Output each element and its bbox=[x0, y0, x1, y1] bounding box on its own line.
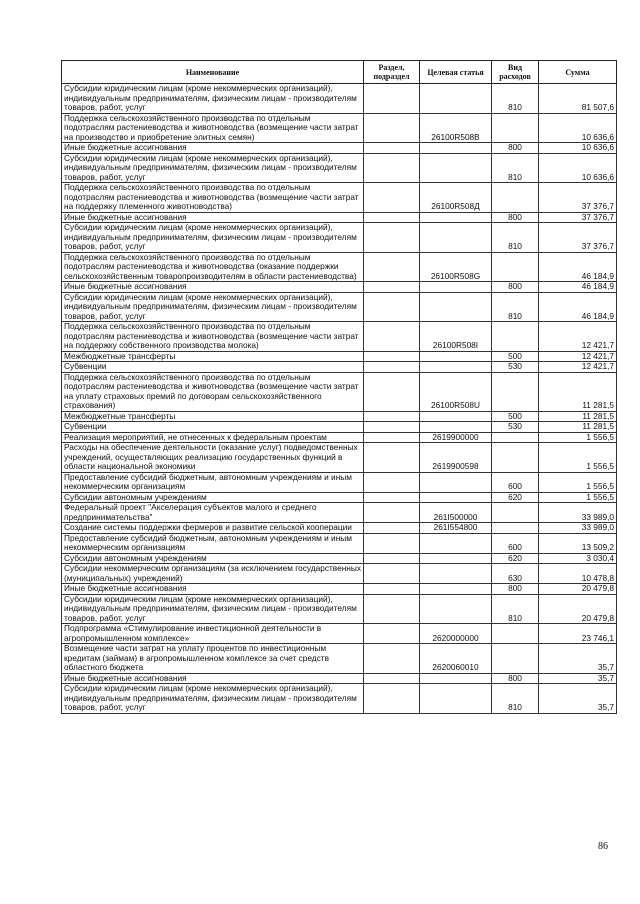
row-sum: 10 636,6 bbox=[539, 153, 617, 183]
row-expense bbox=[492, 443, 539, 473]
row-name: Предоставление субсидий бюджетным, автономным учреждениям и иным некоммерческим организациям bbox=[62, 533, 364, 553]
row-target: 26100R508U bbox=[420, 372, 492, 411]
table-row bbox=[62, 153, 617, 183]
row-section bbox=[364, 564, 420, 584]
table-row bbox=[62, 322, 617, 352]
row-target: 26100R508B bbox=[420, 113, 492, 143]
row-section bbox=[364, 432, 420, 443]
row-expense: 530 bbox=[492, 362, 539, 373]
row-name: Расходы на обеспечение деятельности (оказание услуг) подведомственных учреждений, осуществляющих реализацию государственных функций в области национальной экономики bbox=[62, 443, 364, 473]
row-name: Иные бюджетные ассигнования bbox=[62, 212, 364, 223]
row-target: 2619900000 bbox=[420, 432, 492, 443]
row-sum: 46 184,9 bbox=[539, 292, 617, 322]
row-name: Межбюджетные трансферты bbox=[62, 411, 364, 422]
row-name: Реализация мероприятий, не отнесенных к федеральным проектам bbox=[62, 432, 364, 443]
row-expense: 810 bbox=[492, 84, 539, 114]
row-name: Субсидии юридическим лицам (кроме некоммерческих организаций), индивидуальным предпринимателям, физическим лицам - производителям товаров, работ, услуг bbox=[62, 223, 364, 253]
header-name: Наименование bbox=[62, 61, 364, 84]
row-section bbox=[364, 492, 420, 503]
row-target bbox=[420, 223, 492, 253]
row-section bbox=[364, 362, 420, 373]
row-expense: 800 bbox=[492, 143, 539, 154]
row-target: 26100R508G bbox=[420, 252, 492, 282]
row-expense bbox=[492, 252, 539, 282]
row-section bbox=[364, 422, 420, 433]
row-sum: 35,7 bbox=[539, 684, 617, 714]
row-sum: 3 030,4 bbox=[539, 553, 617, 564]
row-name: Иные бюджетные ассигнования bbox=[62, 584, 364, 595]
row-name: Субсидии юридическим лицам (кроме некоммерческих организаций), индивидуальным предпринимателям, физическим лицам - производителям товаров, работ, услуг bbox=[62, 153, 364, 183]
row-name: Предоставление субсидий бюджетным, автономным учреждениям и иным некоммерческим организациям bbox=[62, 472, 364, 492]
row-section bbox=[364, 212, 420, 223]
row-sum: 10 636,6 bbox=[539, 113, 617, 143]
table-row bbox=[62, 252, 617, 282]
row-target bbox=[420, 143, 492, 154]
row-sum: 1 556,5 bbox=[539, 443, 617, 473]
row-expense bbox=[492, 183, 539, 213]
row-sum: 1 556,5 bbox=[539, 492, 617, 503]
row-expense bbox=[492, 432, 539, 443]
row-target bbox=[420, 351, 492, 362]
table-row bbox=[62, 594, 617, 624]
row-expense: 630 bbox=[492, 564, 539, 584]
row-sum: 12 421,7 bbox=[539, 351, 617, 362]
row-section bbox=[364, 443, 420, 473]
row-section bbox=[364, 351, 420, 362]
row-name: Поддержка сельскохозяйственного производства по отдельным подотраслям растениеводства и животноводства (возмещение части затрат на поддержку собственного производства молока) bbox=[62, 322, 364, 352]
row-target bbox=[420, 673, 492, 684]
table-row bbox=[62, 351, 617, 362]
table-row bbox=[62, 113, 617, 143]
row-sum: 12 421,7 bbox=[539, 322, 617, 352]
row-target bbox=[420, 282, 492, 293]
row-name: Поддержка сельскохозяйственного производства по отдельным подотраслям растениеводства и животноводства (возмещение части затрат на поддержку племенного животноводства) bbox=[62, 183, 364, 213]
row-section bbox=[364, 84, 420, 114]
row-name: Иные бюджетные ассигнования bbox=[62, 143, 364, 154]
row-section bbox=[364, 503, 420, 523]
row-target bbox=[420, 212, 492, 223]
row-target bbox=[420, 472, 492, 492]
row-target bbox=[420, 492, 492, 503]
row-section bbox=[364, 533, 420, 553]
budget-table-container bbox=[61, 60, 616, 714]
row-target: 26100R508Д bbox=[420, 183, 492, 213]
row-name: Субсидии юридическим лицам (кроме некоммерческих организаций), индивидуальным предпринимателям, физическим лицам - производителям товаров, работ, услуг bbox=[62, 292, 364, 322]
row-target bbox=[420, 564, 492, 584]
row-section bbox=[364, 594, 420, 624]
row-sum: 10 478,8 bbox=[539, 564, 617, 584]
row-target bbox=[420, 411, 492, 422]
row-expense: 500 bbox=[492, 351, 539, 362]
row-sum: 1 556,5 bbox=[539, 432, 617, 443]
row-sum: 20 479,8 bbox=[539, 594, 617, 624]
row-name: Субсидии автономным учреждениям bbox=[62, 492, 364, 503]
row-name: Субвенции bbox=[62, 422, 364, 433]
row-name: Субвенции bbox=[62, 362, 364, 373]
table-row bbox=[62, 143, 617, 154]
table-row bbox=[62, 282, 617, 293]
row-target bbox=[420, 84, 492, 114]
row-section bbox=[364, 684, 420, 714]
row-sum: 1 556,5 bbox=[539, 472, 617, 492]
row-section bbox=[364, 292, 420, 322]
row-target bbox=[420, 533, 492, 553]
row-sum: 37 376,7 bbox=[539, 183, 617, 213]
row-sum: 46 184,9 bbox=[539, 252, 617, 282]
budget-table bbox=[61, 60, 617, 714]
row-sum: 11 281,5 bbox=[539, 411, 617, 422]
row-target: 2620060010 bbox=[420, 644, 492, 674]
table-row bbox=[62, 443, 617, 473]
row-section bbox=[364, 523, 420, 534]
row-target: 261I500000 bbox=[420, 503, 492, 523]
table-row bbox=[62, 472, 617, 492]
row-name: Субсидии некоммерческим организациям (за исключением государственных (муниципальных) учреждений) bbox=[62, 564, 364, 584]
row-expense bbox=[492, 372, 539, 411]
row-target bbox=[420, 594, 492, 624]
row-section bbox=[364, 553, 420, 564]
table-row bbox=[62, 523, 617, 534]
row-name: Иные бюджетные ассигнования bbox=[62, 673, 364, 684]
row-expense: 620 bbox=[492, 492, 539, 503]
table-row bbox=[62, 553, 617, 564]
row-sum: 46 184,9 bbox=[539, 282, 617, 293]
row-expense bbox=[492, 523, 539, 534]
row-target bbox=[420, 362, 492, 373]
row-section bbox=[364, 252, 420, 282]
row-section bbox=[364, 153, 420, 183]
row-target bbox=[420, 422, 492, 433]
row-sum: 11 281,5 bbox=[539, 372, 617, 411]
table-row bbox=[62, 84, 617, 114]
row-sum: 37 376,7 bbox=[539, 212, 617, 223]
table-row bbox=[62, 644, 617, 674]
table-row bbox=[62, 411, 617, 422]
table-row bbox=[62, 564, 617, 584]
table-row bbox=[62, 372, 617, 411]
row-section bbox=[364, 624, 420, 644]
row-expense: 800 bbox=[492, 212, 539, 223]
row-expense bbox=[492, 624, 539, 644]
row-name: Субсидии юридическим лицам (кроме некоммерческих организаций), индивидуальным предпринимателям, физическим лицам - производителям товаров, работ, услуг bbox=[62, 684, 364, 714]
row-sum: 33 989,0 bbox=[539, 523, 617, 534]
row-expense: 810 bbox=[492, 684, 539, 714]
row-name: Субсидии автономным учреждениям bbox=[62, 553, 364, 564]
row-expense: 600 bbox=[492, 472, 539, 492]
row-name: Иные бюджетные ассигнования bbox=[62, 282, 364, 293]
row-expense bbox=[492, 644, 539, 674]
row-expense: 810 bbox=[492, 223, 539, 253]
row-name: Поддержка сельскохозяйственного производства по отдельным подотраслям растениеводства и животноводства (возмещение части затрат на производство и приобретение элитных семян) bbox=[62, 113, 364, 143]
header-section: Раздел, подраздел bbox=[364, 61, 420, 84]
table-row bbox=[62, 292, 617, 322]
row-expense: 530 bbox=[492, 422, 539, 433]
row-name: Подпрограмма «Стимулирование инвестиционной деятельности в агропромышленном комплексе» bbox=[62, 624, 364, 644]
table-row bbox=[62, 422, 617, 433]
table-row bbox=[62, 223, 617, 253]
row-section bbox=[364, 372, 420, 411]
row-target: 2620000000 bbox=[420, 624, 492, 644]
table-row bbox=[62, 684, 617, 714]
row-section bbox=[364, 143, 420, 154]
row-target: 261I554800 bbox=[420, 523, 492, 534]
row-expense bbox=[492, 113, 539, 143]
page-number: 86 bbox=[598, 841, 608, 852]
row-expense: 810 bbox=[492, 594, 539, 624]
table-row bbox=[62, 492, 617, 503]
row-section bbox=[364, 183, 420, 213]
row-target: 26100R508I bbox=[420, 322, 492, 352]
row-name: Создание системы поддержки фермеров и развитие сельской кооперации bbox=[62, 523, 364, 534]
row-sum: 81 507,6 bbox=[539, 84, 617, 114]
row-expense: 620 bbox=[492, 553, 539, 564]
table-row bbox=[62, 584, 617, 595]
row-sum: 33 989,0 bbox=[539, 503, 617, 523]
row-sum: 20 479,8 bbox=[539, 584, 617, 595]
row-section bbox=[364, 282, 420, 293]
header-expense: Вид расходов bbox=[492, 61, 539, 84]
row-section bbox=[364, 322, 420, 352]
row-expense: 800 bbox=[492, 673, 539, 684]
table-row bbox=[62, 503, 617, 523]
row-expense: 810 bbox=[492, 292, 539, 322]
row-section bbox=[364, 584, 420, 595]
row-name: Возмещение части затрат на уплату процентов по инвестиционным кредитам (займам) в агропромышленном комплексе за счет средств областного бюджета bbox=[62, 644, 364, 674]
row-expense bbox=[492, 503, 539, 523]
row-sum: 10 636,6 bbox=[539, 143, 617, 154]
row-expense: 800 bbox=[492, 282, 539, 293]
row-section bbox=[364, 113, 420, 143]
row-sum: 35,7 bbox=[539, 673, 617, 684]
row-sum: 11 281,5 bbox=[539, 422, 617, 433]
row-expense bbox=[492, 322, 539, 352]
row-target: 2619900598 bbox=[420, 443, 492, 473]
row-expense: 810 bbox=[492, 153, 539, 183]
table-row bbox=[62, 212, 617, 223]
row-name: Субсидии юридическим лицам (кроме некоммерческих организаций), индивидуальным предпринимателям, физическим лицам - производителям товаров, работ, услуг bbox=[62, 84, 364, 114]
row-section bbox=[364, 673, 420, 684]
table-row bbox=[62, 362, 617, 373]
row-sum: 37 376,7 bbox=[539, 223, 617, 253]
table-header-row bbox=[62, 61, 617, 84]
row-name: Субсидии юридическим лицам (кроме некоммерческих организаций), индивидуальным предпринимателям, физическим лицам - производителям товаров, работ, услуг bbox=[62, 594, 364, 624]
row-section bbox=[364, 411, 420, 422]
row-name: Межбюджетные трансферты bbox=[62, 351, 364, 362]
header-sum: Сумма bbox=[539, 61, 617, 84]
row-section bbox=[364, 644, 420, 674]
row-name: Поддержка сельскохозяйственного производства по отдельным подотраслям растениеводства и животноводства (оказание поддержки сельскохозяйственным товаропроизводителям в области растениеводства) bbox=[62, 252, 364, 282]
table-row bbox=[62, 673, 617, 684]
row-sum: 23 746,1 bbox=[539, 624, 617, 644]
table-row bbox=[62, 533, 617, 553]
row-target bbox=[420, 292, 492, 322]
row-expense: 500 bbox=[492, 411, 539, 422]
row-sum: 13 509,2 bbox=[539, 533, 617, 553]
row-sum: 35,7 bbox=[539, 644, 617, 674]
row-target bbox=[420, 684, 492, 714]
header-target: Целевая статья bbox=[420, 61, 492, 84]
row-target bbox=[420, 584, 492, 595]
row-target bbox=[420, 553, 492, 564]
row-expense: 800 bbox=[492, 584, 539, 595]
row-name: Поддержка сельскохозяйственного производства по отдельным подотраслям растениеводства и животноводства (возмещение части затрат на уплату страховых премий по договорам сельскохозяйственного страхования) bbox=[62, 372, 364, 411]
table-row bbox=[62, 624, 617, 644]
row-target bbox=[420, 153, 492, 183]
table-row bbox=[62, 183, 617, 213]
table-body bbox=[62, 84, 617, 714]
row-sum: 12 421,7 bbox=[539, 362, 617, 373]
row-section bbox=[364, 223, 420, 253]
row-expense: 600 bbox=[492, 533, 539, 553]
row-section bbox=[364, 472, 420, 492]
table-row bbox=[62, 432, 617, 443]
row-name: Федеральный проект "Акселерация субъектов малого и среднего предпринимательства" bbox=[62, 503, 364, 523]
